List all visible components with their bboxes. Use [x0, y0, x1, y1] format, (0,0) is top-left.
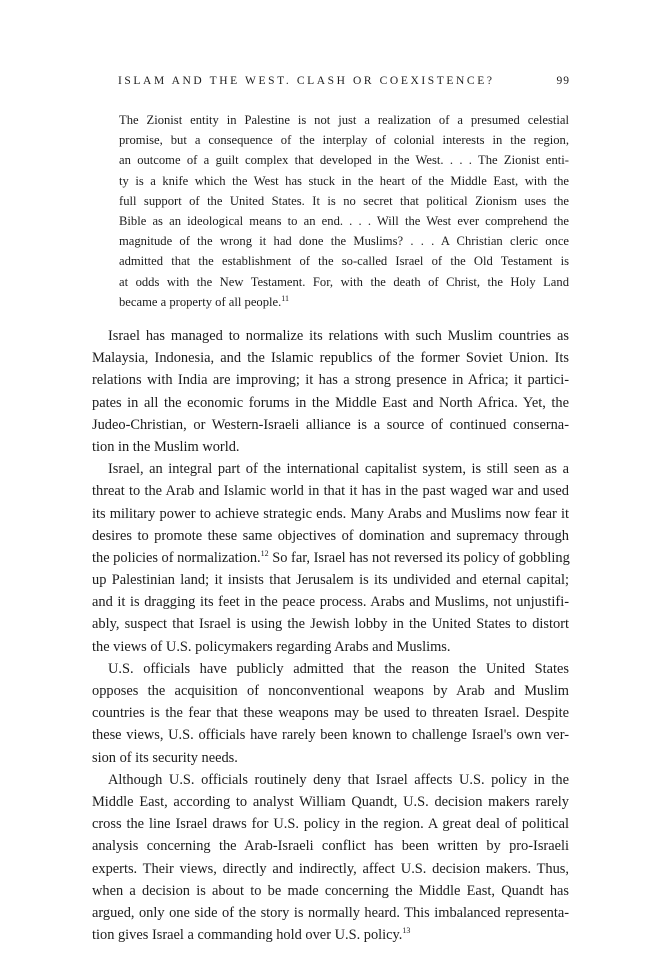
quote-line: The Zionist entity in Palestine is not just a realization of a presumed celestial: [119, 113, 569, 127]
paragraph-line: Judeo-Christian, or Western-Israeli alliance is a source of continued conserna-: [92, 416, 569, 433]
quote-line: Bible as an ideological means to an end. . . . Will the West ever comprehend the: [119, 213, 569, 228]
paragraph-line: pates in all the economic forums in the Middle East and North Africa. Yet, the: [92, 394, 569, 411]
paragraph-line: Israel has managed to normalize its relations with such Muslim countries as: [108, 328, 569, 344]
footnote-marker: 12: [260, 549, 269, 559]
quote-line: ty is a knife which the West has stuck in the heart of the Middle East, with the: [119, 173, 569, 188]
paragraph-line: analysis concerning the Arab-Israeli conflict has been written by pro-Israeli: [92, 838, 569, 855]
paragraph-line: relations with India are improving; it has a strong presence in Africa; it partici-: [92, 372, 569, 389]
paragraph-line: Malaysia, Indonesia, and the Islamic republics of the former Soviet Union. Its: [92, 350, 569, 367]
paragraph-line: sion of its security needs.: [92, 749, 238, 766]
paragraph-line: Israel, an integral part of the international capitalist system, is still seen as a: [108, 461, 569, 478]
quote-line: magnitude of the wrong it had done the Muslims? . . . A Christian cleric once: [119, 234, 569, 249]
paragraph-line-text: the policies of normalization.: [92, 549, 261, 566]
paragraph-line: [92, 924, 569, 946]
body-text: [92, 325, 569, 946]
quote-line: admitted that the establishment of the so-called Israel of the Old Testament is: [119, 254, 569, 269]
paragraph-line: tion in the Muslim world.: [92, 438, 240, 455]
paragraph-line: Middle East, according to analyst William Quandt, U.S. decision makers rarely: [92, 793, 569, 810]
paragraph-line: and it is dragging its feet in the peace process. Arabs and Muslims, not unjustifi-: [92, 594, 569, 611]
paragraph-line: opposes the acquisition of nonconventional weapons by Arab and Muslim: [92, 683, 569, 699]
quote-line: [119, 292, 569, 312]
quote-line: full support of the United States. It is no secret that political Zionism uses the: [119, 193, 569, 208]
paragraph-line: the views of U.S. policymakers regarding Arabs and Muslims.: [92, 638, 451, 655]
paragraph-line: Although U.S. officials routinely deny that Israel affects U.S. policy in the: [108, 771, 569, 788]
quote-line: an outcome of a guilt complex that developed in the West. . . . The Zionist enti-: [119, 153, 569, 168]
paragraph-line-text: So far, Israel has not reversed its policy of gobbling: [268, 549, 570, 566]
running-head: [118, 74, 570, 88]
paragraph-line: experts. Their views, directly and indirectly, affect U.S. decision makers. Thus,: [92, 860, 569, 877]
paragraph-line: [92, 547, 569, 569]
quote-line-text: became a property of all people.: [119, 294, 282, 309]
paragraph-line: its military power to achieve strategic ends. Many Arabs and Muslims now fear it: [92, 505, 569, 522]
paragraph-line: when a decision is about to be made concerning the Middle East, Quandt has: [92, 882, 569, 899]
paragraph-line: countries is the fear that these weapons may be used to threaten Israel. Despite: [92, 705, 569, 722]
paragraph-line: these views, U.S. officials have rarely been known to challenge Israel's own ver-: [92, 727, 569, 744]
paragraph-line: argued, only one side of the story is normally heard. This imbalanced representa-: [92, 904, 569, 921]
quote-line: at odds with the New Testament. For, with the death of Christ, the Holy Land: [119, 274, 569, 289]
paragraph-line: ably, suspect that Israel is using the Jewish lobby in the United States to distort: [92, 616, 569, 633]
quote-line: promise, but a consequence of the interplay of colonial interests in the region,: [119, 133, 569, 148]
paragraph-line: cross the line Israel draws for U.S. policy in the region. A great deal of political: [92, 816, 569, 833]
paragraph-line-text: tion gives Israel a commanding hold over U.S. policy.: [92, 927, 403, 944]
paragraph-line: desires to promote these same objectives of domination and supremacy through: [92, 527, 569, 544]
block-quote: [119, 110, 569, 312]
paragraph-line: threat to the Arab and Islamic world in that it has in the past waged war and used: [92, 483, 569, 500]
paragraph-line: up Palestinian land; it insists that Jerusalem is its undivided and eternal capital;: [92, 572, 569, 589]
footnote-marker: 13: [402, 926, 411, 936]
page-number: 99: [556, 75, 570, 87]
running-head-title: ISLAM AND THE WEST. CLASH OR COEXISTENCE?: [118, 75, 495, 87]
footnote-marker: 11: [281, 293, 289, 303]
paragraph-line: U.S. officials have publicly admitted that the reason the United States: [108, 660, 569, 677]
